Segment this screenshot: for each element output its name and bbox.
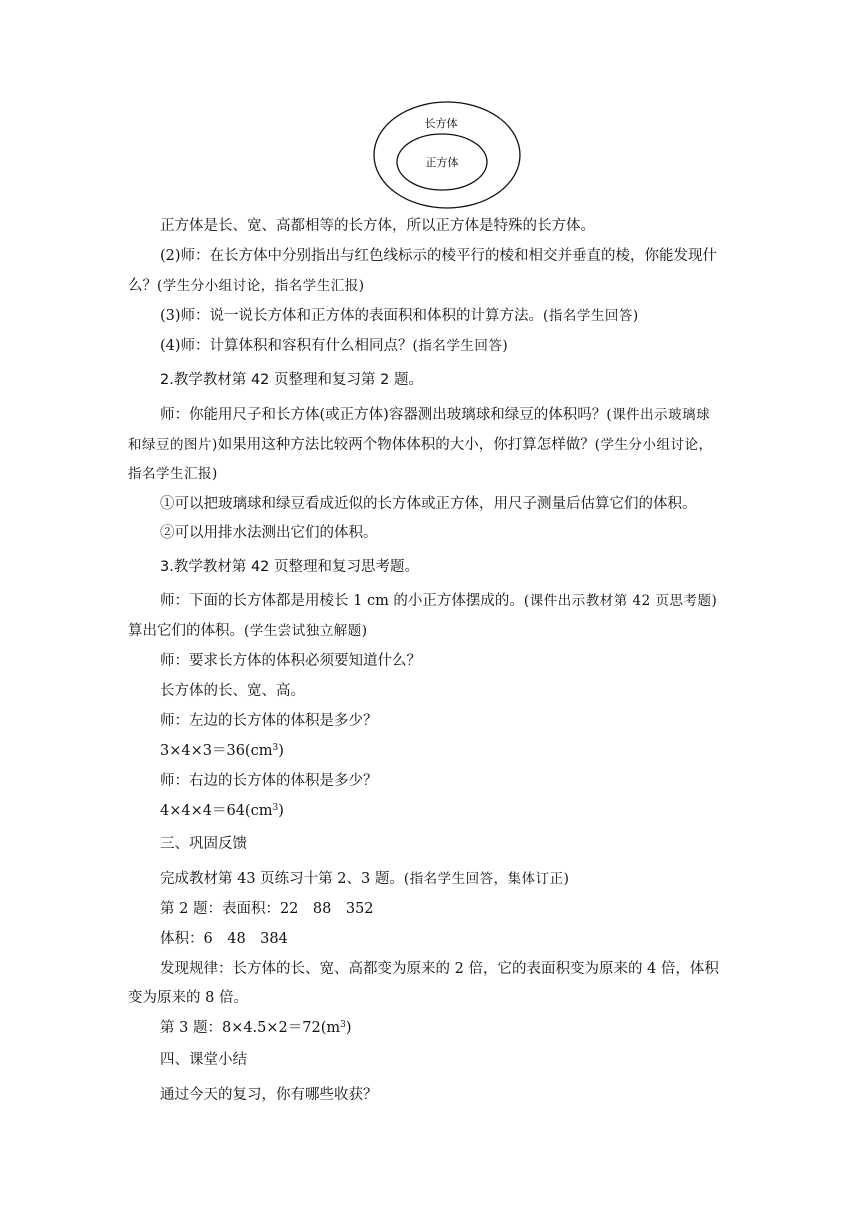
inner-label: 正方体 [425, 156, 459, 169]
paragraph-line: 师：右边的长方体的体积是多少？ [160, 773, 378, 789]
text: 师：下面的长方体都是用棱长 1 cm 的小正方体摆成的。 [160, 593, 524, 609]
note: (课件出示玻璃球 [606, 407, 711, 423]
text: (3)师：说一说长方体和正方体的表面积和体积的计算方法。 [160, 308, 544, 324]
outer-label: 长方体 [424, 117, 458, 130]
paragraph-line: 通过今天的复习，你有哪些收获？ [160, 1087, 378, 1103]
section-heading: 三、巩固反馈 [160, 836, 247, 852]
text: ) [345, 1020, 352, 1036]
text: 第 3 题：8×4.5×2＝72(m [160, 1020, 341, 1036]
paragraph-line [0, 801, 860, 821]
paragraph-line [0, 1018, 860, 1038]
section-heading: 2.教学教材第 42 页整理和复习第 2 题。 [160, 372, 423, 388]
paragraph-line: 师：左边的长方体的体积是多少？ [160, 713, 378, 729]
paragraph-line [0, 306, 860, 326]
note: 和绿豆的图片) [128, 437, 218, 453]
paragraph-line: ②可以用排水法测出它们的体积。 [160, 525, 378, 541]
text: 如果用这种方法比较两个物体体积的大小，你打算怎样做？ [217, 437, 595, 453]
venn-diagram [372, 100, 522, 210]
paragraph-line [0, 591, 860, 611]
text: 3×4×3＝36(cm [160, 743, 273, 759]
paragraph-line [0, 621, 860, 641]
paragraph-line: 长方体的长、宽、高。 [160, 683, 305, 699]
note: (指名学生回答，集体订正) [403, 871, 570, 887]
paragraph-line [0, 276, 860, 296]
text: ) [278, 743, 284, 759]
paragraph-line [0, 336, 860, 356]
note: (指名学生回答) [543, 308, 639, 324]
paragraph-line [0, 405, 860, 425]
note: 指名学生汇报) [128, 466, 218, 482]
section-heading: 四、课堂小结 [160, 1052, 247, 1068]
text: ) [278, 803, 284, 819]
paragraph-line: 师：要求长方体的体积必须要知道什么？ [160, 653, 421, 669]
paragraph-line: 正方体是长、宽、高都相等的长方体，所以正方体是特殊的长方体。 [160, 218, 595, 234]
paragraph-line: (2)师：在长方体中分别指出与红色线标示的棱平行的棱和相交并垂直的棱，你能发现什 [160, 248, 718, 264]
superscript: 3 [272, 743, 279, 753]
text: 师：你能用尺子和长方体(或正方体)容器测出玻璃球和绿豆的体积吗？ [160, 407, 607, 423]
paragraph-line: 第 2 题：表面积：22 88 352 [160, 901, 374, 917]
paragraph-line [0, 741, 860, 761]
text: (4)师：计算体积和容积有什么相同点？ [160, 338, 413, 354]
superscript: 3 [340, 1020, 346, 1030]
note: (学生分小组讨论， [594, 437, 713, 453]
paragraph-line: 变为原来的 8 倍。 [128, 990, 248, 1006]
paragraph-line [0, 869, 860, 889]
section-heading: 3.教学教材第 42 页整理和复习思考题。 [160, 559, 420, 575]
paragraph-line: 发现规律：长方体的长、宽、高都变为原来的 2 倍，它的表面积变为原来的 4 倍，体积 [160, 961, 719, 977]
text: 4×4×4＝64(cm [160, 803, 273, 819]
note: (学生分小组讨论，指名学生汇报) [157, 278, 365, 294]
paragraph-line: 体积：6 48 384 [160, 931, 288, 947]
note: (学生尝试独立解题) [244, 623, 368, 639]
paragraph-line: ①可以把玻璃球和绿豆看成近似的长方体或正方体，用尺子测量后估算它们的体积。 [160, 496, 697, 512]
text: 完成教材第 43 页练习十第 2、3 题。 [160, 871, 404, 887]
superscript: 3 [272, 803, 279, 813]
text: 算出它们的体积。 [128, 623, 244, 639]
note: (指名学生回答) [412, 338, 509, 354]
paragraph-line [0, 435, 860, 455]
note: (课件出示教材第 42 页思考题) [523, 593, 718, 609]
paragraph-line [0, 464, 860, 484]
text: 么？ [128, 278, 157, 294]
